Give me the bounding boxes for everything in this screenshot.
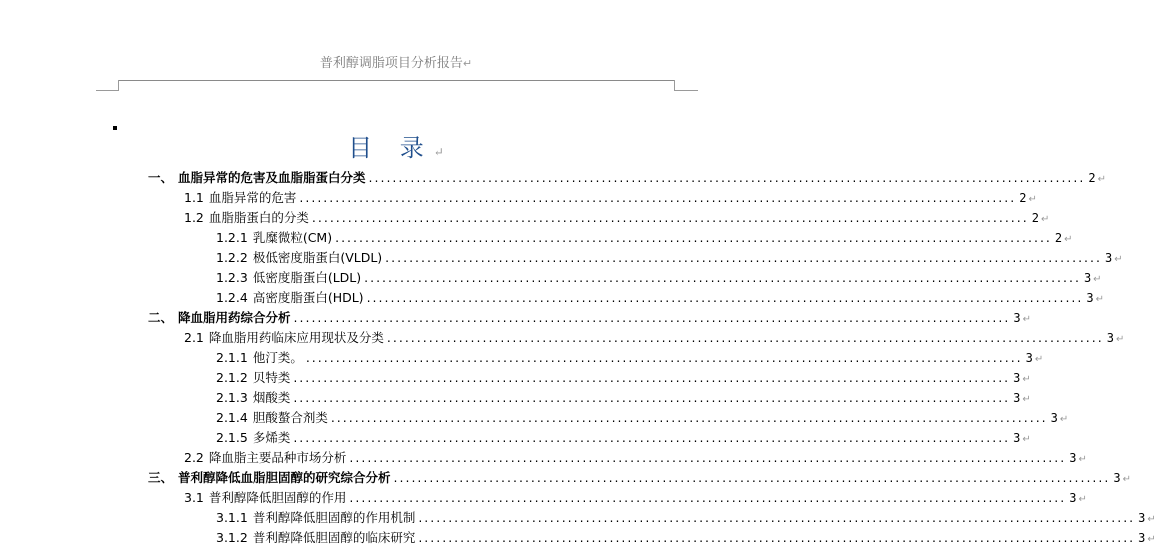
toc-entry[interactable] bbox=[148, 308, 1031, 328]
toc-entry-title: 高密度脂蛋白(HDL) bbox=[252, 290, 364, 305]
crop-mark-left-horizontal bbox=[96, 90, 119, 91]
toc-entry[interactable] bbox=[216, 248, 1123, 268]
toc-entry-title: 贝特类 bbox=[252, 370, 291, 385]
toc-entry-title: 降血脂主要品种市场分析 bbox=[208, 450, 347, 465]
toc-entry-title: 普利醇降低血脂胆固醇的研究综合分析 bbox=[178, 470, 391, 485]
toc-entry-page: 3 bbox=[1025, 351, 1033, 365]
toc-dot-leader: ........................................................................................................................ bbox=[418, 510, 1136, 525]
crop-mark-right-vertical bbox=[674, 80, 675, 90]
toc-entry-page: 3 bbox=[1013, 391, 1021, 405]
toc-entry-title: 普利醇降低胆固醇的作用机制 bbox=[252, 510, 416, 525]
toc-entry-page: 3 bbox=[1106, 331, 1114, 345]
toc-entry[interactable] bbox=[184, 488, 1087, 508]
paragraph-mark-icon: ↵ bbox=[1022, 374, 1031, 385]
toc-dot-leader: ........................................................................................................................ bbox=[299, 190, 1017, 205]
header-rule bbox=[118, 80, 674, 81]
toc-entry-number: 2.1.4 bbox=[216, 410, 248, 425]
toc-entry-page: 3 bbox=[1104, 251, 1113, 265]
toc-entry[interactable] bbox=[184, 328, 1125, 348]
toc-entry-title: 降血脂用药综合分析 bbox=[178, 310, 291, 325]
paragraph-mark-icon: ↵ bbox=[1078, 454, 1087, 465]
toc-entry-number: 1.2 bbox=[184, 210, 204, 225]
paragraph-mark-icon: ↵ bbox=[462, 57, 473, 70]
toc-entry[interactable] bbox=[216, 428, 1031, 448]
toc-entry[interactable] bbox=[216, 368, 1031, 388]
paragraph-mark-icon: ↵ bbox=[1097, 174, 1106, 185]
toc-entry-page: 3 bbox=[1013, 371, 1021, 385]
paragraph-mark-icon: ↵ bbox=[1034, 354, 1044, 365]
toc-entry-page: 3 bbox=[1050, 411, 1058, 425]
paragraph-mark-icon: ↵ bbox=[1022, 394, 1031, 405]
paragraph-mark-icon: ↵ bbox=[1147, 534, 1156, 545]
header-title: 普利醇调脂项目分析报告 bbox=[319, 56, 463, 71]
toc-entry-number: 2.1.3 bbox=[216, 390, 248, 405]
running-header bbox=[0, 52, 792, 71]
toc-entry-page: 2 bbox=[1088, 171, 1096, 185]
toc-entry-title: 低密度脂蛋白(LDL) bbox=[252, 270, 362, 285]
toc-entry-number: 三、 bbox=[148, 470, 174, 485]
toc-entry[interactable] bbox=[184, 208, 1050, 228]
toc-entry-title: 血脂异常的危害 bbox=[208, 190, 297, 205]
toc-dot-leader: ........................................................................................................................ bbox=[393, 470, 1111, 485]
toc-entry-number: 1.2.4 bbox=[216, 290, 248, 305]
toc-entry-page: 3 bbox=[1086, 291, 1094, 305]
toc-title bbox=[0, 128, 792, 163]
paragraph-mark-icon: ↵ bbox=[1114, 254, 1123, 265]
toc-entry[interactable] bbox=[184, 188, 1037, 208]
toc-entry-number: 1.2.3 bbox=[216, 270, 248, 285]
toc-entry-title: 普利醇降低胆固醇的临床研究 bbox=[252, 530, 416, 545]
toc-entry-title: 胆酸螯合剂类 bbox=[252, 410, 328, 425]
toc-entry-number: 2.1 bbox=[184, 330, 204, 345]
toc-entry-number: 3.1.1 bbox=[216, 510, 248, 525]
toc-entry[interactable] bbox=[216, 348, 1044, 368]
toc-entry-page: 3 bbox=[1013, 431, 1021, 445]
toc-dot-leader: ........................................................................................................................ bbox=[385, 250, 1102, 265]
toc-dot-leader: ........................................................................................................................ bbox=[311, 210, 1029, 225]
toc-entry-number: 1.2.1 bbox=[216, 230, 248, 245]
toc-entry[interactable] bbox=[216, 228, 1073, 248]
toc-dot-leader: ........................................................................................................................ bbox=[349, 450, 1067, 465]
toc-entry-page: 3 bbox=[1069, 451, 1077, 465]
toc-entry-title: 烟酸类 bbox=[252, 390, 291, 405]
toc-dot-leader: ........................................................................................................................ bbox=[364, 270, 1081, 285]
toc-entry[interactable] bbox=[216, 288, 1104, 308]
toc-entry-title: 血脂脂蛋白的分类 bbox=[208, 210, 309, 225]
toc-entry-title: 乳糜微粒(CM) bbox=[252, 230, 333, 245]
toc-entry-number: 2.1.1 bbox=[216, 350, 248, 365]
toc-dot-leader: ........................................................................................................................ bbox=[293, 310, 1011, 325]
toc-entry-title: 极低密度脂蛋白(VLDL) bbox=[252, 250, 383, 265]
toc-entry[interactable] bbox=[216, 268, 1102, 288]
toc-entry-page: 3 bbox=[1069, 491, 1077, 505]
toc-entry-number: 3.1 bbox=[184, 490, 204, 505]
toc-entry[interactable] bbox=[148, 168, 1106, 188]
crop-mark-right-horizontal bbox=[674, 90, 698, 91]
toc-entry-page: 2 bbox=[1054, 231, 1063, 245]
toc-dot-leader: ........................................................................................................................ bbox=[335, 230, 1052, 245]
toc-entry-title: 多烯类 bbox=[252, 430, 291, 445]
toc-entry[interactable] bbox=[216, 528, 1156, 548]
toc-entry[interactable] bbox=[184, 448, 1087, 468]
toc-dot-leader: ........................................................................................................................ bbox=[293, 390, 1011, 405]
toc-dot-leader: ........................................................................................................................ bbox=[293, 370, 1011, 385]
toc-dot-leader: ........................................................................................................................ bbox=[386, 330, 1104, 345]
toc-entry[interactable] bbox=[216, 408, 1069, 428]
paragraph-mark-icon: ↵ bbox=[1147, 514, 1156, 525]
toc-dot-leader: ........................................................................................................................ bbox=[368, 170, 1086, 185]
toc-entry-page: 2 bbox=[1019, 191, 1027, 205]
toc-entry-page: 3 bbox=[1083, 271, 1092, 285]
toc-entry-title: 降血脂用药临床应用现状及分类 bbox=[208, 330, 384, 345]
toc-dot-leader: ........................................................................................................................ bbox=[366, 290, 1084, 305]
toc-dot-leader: ........................................................................................................................ bbox=[293, 430, 1011, 445]
toc-entry-number: 二、 bbox=[148, 310, 174, 325]
toc-entry-title: 他汀类。 bbox=[252, 350, 303, 365]
paragraph-mark-icon: ↵ bbox=[1093, 274, 1102, 285]
toc-entry-page: 3 bbox=[1138, 511, 1146, 525]
toc-title-text: 目 录 bbox=[348, 134, 434, 162]
paragraph-mark-icon: ↵ bbox=[1059, 414, 1069, 425]
toc-entry-number: 2.1.5 bbox=[216, 430, 248, 445]
toc-entry-number: 一、 bbox=[148, 170, 174, 185]
crop-mark-left-vertical bbox=[118, 80, 119, 90]
toc-entry[interactable] bbox=[216, 508, 1156, 528]
toc-dot-leader: ........................................................................................................................ bbox=[305, 350, 1023, 365]
toc-entry-number: 1.2.2 bbox=[216, 250, 248, 265]
toc-dot-leader: ........................................................................................................................ bbox=[330, 410, 1048, 425]
toc-entry[interactable] bbox=[148, 468, 1131, 488]
paragraph-mark-icon: ↵ bbox=[1095, 294, 1104, 305]
paragraph-mark-icon: ↵ bbox=[1022, 434, 1031, 445]
toc-dot-leader: ........................................................................................................................ bbox=[418, 530, 1136, 545]
toc-entry-number: 2.1.2 bbox=[216, 370, 248, 385]
toc-entry-number: 1.1 bbox=[184, 190, 204, 205]
paragraph-mark-icon: ↵ bbox=[1022, 314, 1031, 325]
toc-entry-title: 普利醇降低胆固醇的作用 bbox=[208, 490, 347, 505]
paragraph-mark-icon: ↵ bbox=[1064, 234, 1073, 245]
paragraph-mark-icon: ↵ bbox=[1122, 474, 1131, 485]
toc-entry-title: 血脂异常的危害及血脂脂蛋白分类 bbox=[178, 170, 366, 185]
paragraph-mark-icon: ↵ bbox=[1078, 494, 1087, 505]
toc-entry[interactable] bbox=[216, 388, 1031, 408]
toc-entry-page: 3 bbox=[1013, 311, 1021, 325]
paragraph-mark-icon: ↵ bbox=[1115, 334, 1125, 345]
toc-dot-leader: ........................................................................................................................ bbox=[349, 490, 1067, 505]
toc-entry-page: 3 bbox=[1138, 531, 1146, 545]
paragraph-mark-icon: ↵ bbox=[1040, 214, 1050, 225]
paragraph-mark-icon: ↵ bbox=[1028, 194, 1037, 205]
toc-entry-number: 3.1.2 bbox=[216, 530, 248, 545]
toc-entry-page: 3 bbox=[1113, 471, 1121, 485]
paragraph-mark-icon: ↵ bbox=[433, 145, 444, 159]
toc-entry-number: 2.2 bbox=[184, 450, 204, 465]
toc-entry-page: 2 bbox=[1031, 211, 1039, 225]
